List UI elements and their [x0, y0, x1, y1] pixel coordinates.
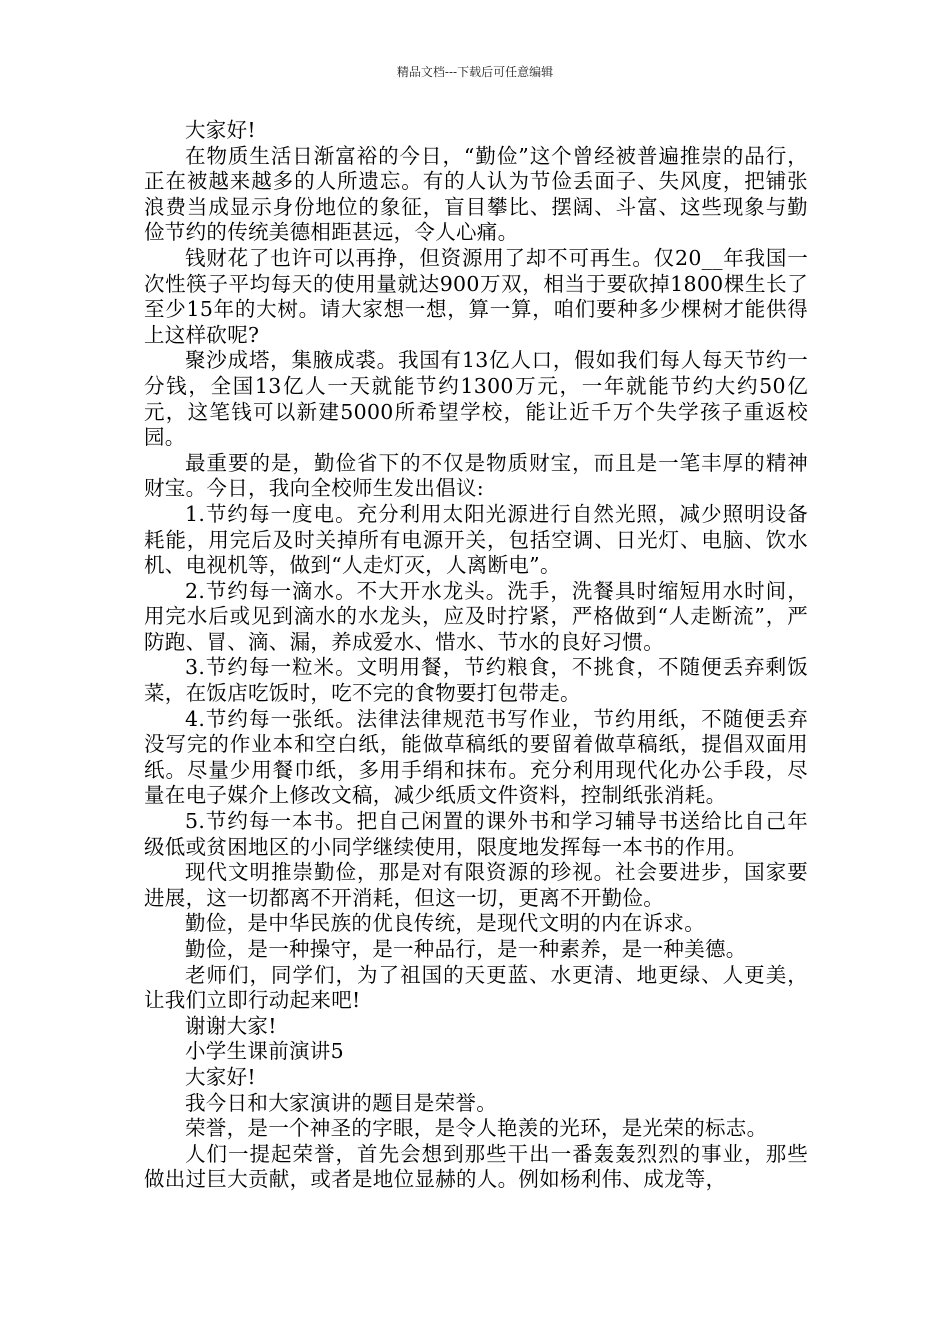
closing-thanks: 谢谢大家!: [185, 1013, 277, 1038]
paragraph-proposal: 最重要的是，勤俭省下的不仅是物质财宝，而且是一笔丰厚的精神财宝。今日，我向全校师生发出倡议:: [144, 450, 808, 501]
greeting-2: 大家好!: [185, 1064, 256, 1089]
paragraph-topic: 我今日和大家演讲的题目是荣誉。: [185, 1090, 497, 1115]
paragraph-virtue: 勤俭，是一种操守，是一种品行，是一种素养，是一种美德。: [185, 937, 747, 961]
page-header: 精品文档---下载后可任意编辑: [396, 65, 554, 79]
paragraph-honor-examples: 人们一提起荣誉，首先会想到那些干出一番轰轰烈烈的事业，那些做出过巨大贡献，或者是地位显赫的人。例如杨利伟、成龙等，: [144, 1141, 808, 1192]
greeting: 大家好!: [185, 118, 256, 142]
paragraph-savings: 聚沙成塔，集腋成裘。我国有13亿人口，假如我们每人每天节约一分钱，全国13亿人一天就能节约1300万元，一年就能节约大约50亿元，这笔钱可以新建5000所希望学校，能让近千万个失学孩子重返校园。: [144, 348, 808, 450]
paragraph-modern-civilization: 现代文明推崇勤俭，那是对有限资源的珍视。社会要进步，国家要进展，这一切都离不开消耗，但这一切，更离不开勤俭。: [144, 860, 808, 910]
section-title: 小学生课前演讲5: [185, 1039, 344, 1064]
paragraph-chopsticks: 钱财花了也许可以再挣，但资源用了却不可再生。仅20__年我国一次性筷子平均每天的使用量就达900万双，相当于要砍掉1800棵生长了至少15年的大树。请大家想一想，算一算，咱们要种多少棵树才能供得上这样砍呢?: [144, 245, 808, 347]
list-item-paper: 4.节约每一张纸。法律法律规范书写作业，节约用纸，不随便丢弃没写完的作业本和空白纸，能做草稿纸的要留着做草稿纸，提倡双面用纸。尽量少用餐巾纸，多用手绢和抹布。充分利用现代化办公手段，尽量在电子媒介上修改文稿，减少纸质文件资料，控制纸张消耗。: [144, 706, 808, 808]
paragraph-tradition: 勤俭，是中华民族的优良传统，是现代文明的内在诉求。: [185, 911, 705, 936]
list-item-rice: 3.节约每一粒米。文明用餐，节约粮食，不挑食，不随便丢弃剩饭菜，在饭店吃饭时，吃不完的食物要打包带走。: [144, 655, 808, 706]
document-body: [144, 118, 808, 1193]
list-item-electricity: 1.节约每一度电。充分利用太阳光源进行自然光照，减少照明设备耗能，用完后及时关掉所有电源开关，包括空调、日光灯、电脑、饮水机、电视机等，做到“人走灯灭，人离断电”。: [144, 501, 808, 578]
paragraph-honor-definition: 荣誉，是一个神圣的字眼，是令人艳羡的光环，是光荣的标志。: [185, 1116, 768, 1141]
list-item-water: 2.节约每一滴水。不大开水龙头。洗手，洗餐具时缩短用水时间，用完水后或见到滴水的水龙头，应及时拧紧，严格做到“人走断流”，严防跑、冒、滴、漏，养成爱水、惜水、节水的良好习惯。: [144, 578, 808, 654]
paragraph-intro: 在物质生活日渐富裕的今日，“勤俭”这个曾经被普遍推崇的品行，正在被越来越多的人所遗忘。有的人认为节俭丢面子、失风度，把铺张浪费当成显示身份地位的象征，盲目攀比、摆阔、斗富、这些现象与勤俭节约的传统美德相距甚远，令人心痛。: [144, 143, 808, 245]
paragraph-call-to-action: 老师们，同学们，为了祖国的天更蓝、水更清、地更绿、人更美，让我们立即行动起来吧!: [144, 962, 808, 1013]
list-item-book: 5.节约每一本书。把自己闲置的课外书和学习辅导书送给比自己年级低或贫困地区的小同学继续使用，限度地发挥每一本书的作用。: [144, 809, 808, 859]
